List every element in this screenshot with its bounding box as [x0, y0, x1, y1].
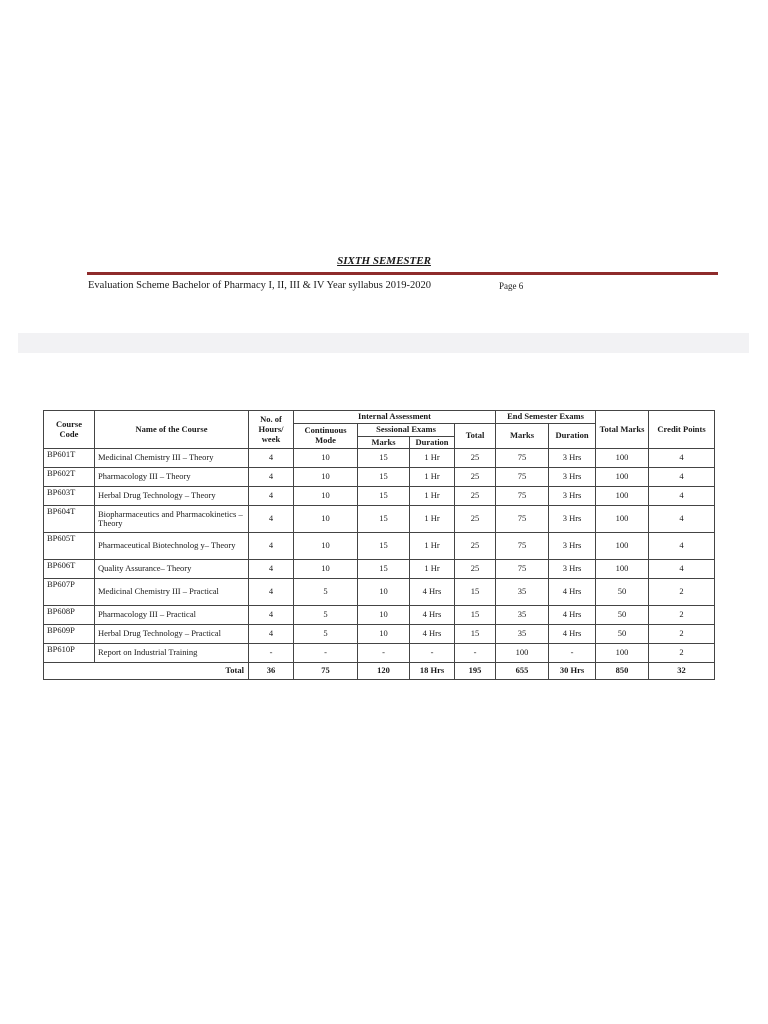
course-name: Herbal Drug Technology – Practical [95, 625, 249, 644]
sessional-marks: 15 [358, 468, 410, 487]
course-name: Pharmacology III – Practical [95, 606, 249, 625]
internal-total: 15 [455, 579, 496, 606]
course-name: Quality Assurance– Theory [95, 560, 249, 579]
credit-points: 4 [649, 560, 715, 579]
header-sessional-marks: Marks [358, 436, 410, 449]
internal-total: 15 [455, 625, 496, 644]
course-code: BP604T [44, 506, 95, 533]
sessional-duration: 1 Hr [410, 449, 455, 468]
total-marks: 50 [596, 606, 649, 625]
hours-per-week: - [249, 644, 294, 663]
end-semester-duration: 4 Hrs [549, 606, 596, 625]
table-row [44, 644, 715, 663]
continuous-mode: 10 [294, 533, 358, 560]
course-code: BP605T [44, 533, 95, 560]
page-title: SIXTH SEMESTER [337, 255, 431, 267]
sessional-marks: 15 [358, 506, 410, 533]
course-name: Report on Industrial Training [95, 644, 249, 663]
header-sessional-exams: Sessional Exams [358, 423, 455, 436]
credit-points: 2 [649, 625, 715, 644]
total-internal: 195 [455, 663, 496, 680]
course-name: Herbal Drug Technology – Theory [95, 487, 249, 506]
total-marks: 100 [596, 533, 649, 560]
course-name: Medicinal Chemistry III – Theory [95, 449, 249, 468]
sessional-duration: 4 Hrs [410, 625, 455, 644]
sessional-duration: 1 Hr [410, 506, 455, 533]
hours-per-week: 4 [249, 579, 294, 606]
continuous-mode: - [294, 644, 358, 663]
course-code: BP603T [44, 487, 95, 506]
table-row [44, 449, 715, 468]
total-end-marks: 655 [496, 663, 549, 680]
hours-per-week: 4 [249, 533, 294, 560]
end-semester-duration: 4 Hrs [549, 625, 596, 644]
total-marks: 100 [596, 449, 649, 468]
table-row [44, 506, 715, 533]
end-semester-duration: 3 Hrs [549, 560, 596, 579]
continuous-mode: 10 [294, 560, 358, 579]
total-continuous: 75 [294, 663, 358, 680]
header-course-code: Course Code [44, 411, 95, 449]
course-code: BP610P [44, 644, 95, 663]
header-internal-total: Total [455, 423, 496, 449]
header-rule [87, 272, 718, 275]
continuous-mode: 5 [294, 579, 358, 606]
internal-total: 25 [455, 560, 496, 579]
total-marks: 50 [596, 579, 649, 606]
syllabus-caption: Evaluation Scheme Bachelor of Pharmacy I, II, III & IV Year syllabus 2019-2020 [88, 280, 432, 291]
credit-points: 2 [649, 579, 715, 606]
total-marks: 100 [596, 506, 649, 533]
table-row [44, 533, 715, 560]
internal-total: 15 [455, 606, 496, 625]
header-end-duration: Duration [549, 423, 596, 449]
course-name: Pharmaceutical Biotechnolog y– Theory [95, 533, 249, 560]
continuous-mode: 5 [294, 606, 358, 625]
total-label: Total [44, 663, 249, 680]
end-semester-duration: 3 Hrs [549, 506, 596, 533]
course-code: BP606T [44, 560, 95, 579]
sessional-duration: 1 Hr [410, 468, 455, 487]
credit-points: 4 [649, 506, 715, 533]
hours-per-week: 4 [249, 606, 294, 625]
total-sessional-marks: 120 [358, 663, 410, 680]
end-semester-marks: 75 [496, 487, 549, 506]
sessional-marks: 15 [358, 449, 410, 468]
end-semester-marks: 35 [496, 625, 549, 644]
separator-band [18, 333, 749, 353]
total-credit: 32 [649, 663, 715, 680]
end-semester-duration: 3 Hrs [549, 487, 596, 506]
course-code: BP601T [44, 449, 95, 468]
end-semester-marks: 35 [496, 579, 549, 606]
sessional-duration: 1 Hr [410, 487, 455, 506]
credit-points: 4 [649, 487, 715, 506]
sessional-marks: - [358, 644, 410, 663]
credit-points: 4 [649, 468, 715, 487]
end-semester-marks: 75 [496, 449, 549, 468]
header-hours: No. of Hours/ week [249, 411, 294, 449]
end-semester-marks: 75 [496, 533, 549, 560]
end-semester-duration: 3 Hrs [549, 449, 596, 468]
sessional-marks: 15 [358, 487, 410, 506]
sessional-duration: 4 Hrs [410, 606, 455, 625]
total-sessional-duration: 18 Hrs [410, 663, 455, 680]
internal-total: 25 [455, 506, 496, 533]
page-number: Page 6 [499, 281, 524, 291]
internal-total: 25 [455, 533, 496, 560]
course-code: BP609P [44, 625, 95, 644]
header-continuous-mode: Continuous Mode [294, 423, 358, 449]
course-name: Pharmacology III – Theory [95, 468, 249, 487]
hours-per-week: 4 [249, 449, 294, 468]
sessional-duration: 1 Hr [410, 560, 455, 579]
sessional-duration: 1 Hr [410, 533, 455, 560]
total-marks: 100 [596, 644, 649, 663]
total-marks: 100 [596, 487, 649, 506]
sessional-marks: 10 [358, 606, 410, 625]
end-semester-marks: 75 [496, 506, 549, 533]
table-row [44, 579, 715, 606]
total-marks: 50 [596, 625, 649, 644]
sessional-marks: 15 [358, 533, 410, 560]
hours-per-week: 4 [249, 560, 294, 579]
course-code: BP602T [44, 468, 95, 487]
continuous-mode: 10 [294, 487, 358, 506]
table-row [44, 625, 715, 644]
end-semester-marks: 35 [496, 606, 549, 625]
hours-per-week: 4 [249, 506, 294, 533]
total-row [44, 663, 715, 680]
hours-per-week: 4 [249, 625, 294, 644]
continuous-mode: 10 [294, 449, 358, 468]
sessional-marks: 15 [358, 560, 410, 579]
course-name: Medicinal Chemistry III – Practical [95, 579, 249, 606]
sessional-duration: - [410, 644, 455, 663]
hours-per-week: 4 [249, 487, 294, 506]
end-semester-duration: - [549, 644, 596, 663]
header-total-marks: Total Marks [596, 411, 649, 449]
table-row [44, 606, 715, 625]
evaluation-scheme-table [43, 410, 715, 680]
end-semester-duration: 4 Hrs [549, 579, 596, 606]
total-end-duration: 30 Hrs [549, 663, 596, 680]
header-credit-points: Credit Points [649, 411, 715, 449]
end-semester-marks: 100 [496, 644, 549, 663]
total-total-marks: 850 [596, 663, 649, 680]
continuous-mode: 10 [294, 506, 358, 533]
end-semester-duration: 3 Hrs [549, 468, 596, 487]
end-semester-marks: 75 [496, 468, 549, 487]
total-hours: 36 [249, 663, 294, 680]
credit-points: 2 [649, 644, 715, 663]
continuous-mode: 10 [294, 468, 358, 487]
hours-per-week: 4 [249, 468, 294, 487]
sessional-marks: 10 [358, 579, 410, 606]
internal-total: - [455, 644, 496, 663]
end-semester-duration: 3 Hrs [549, 533, 596, 560]
internal-total: 25 [455, 487, 496, 506]
course-code: BP608P [44, 606, 95, 625]
table-row [44, 560, 715, 579]
credit-points: 4 [649, 449, 715, 468]
sessional-marks: 10 [358, 625, 410, 644]
header-end-marks: Marks [496, 423, 549, 449]
total-marks: 100 [596, 560, 649, 579]
internal-total: 25 [455, 449, 496, 468]
header-internal-assessment: Internal Assessment [294, 411, 496, 424]
total-marks: 100 [596, 468, 649, 487]
credit-points: 4 [649, 533, 715, 560]
course-name: Biopharmaceutics and Pharmacokinetics – Theory [95, 506, 249, 533]
credit-points: 2 [649, 606, 715, 625]
header-course-name: Name of the Course [95, 411, 249, 449]
continuous-mode: 5 [294, 625, 358, 644]
table-row [44, 468, 715, 487]
course-code: BP607P [44, 579, 95, 606]
end-semester-marks: 75 [496, 560, 549, 579]
header-end-semester: End Semester Exams [496, 411, 596, 424]
sessional-duration: 4 Hrs [410, 579, 455, 606]
internal-total: 25 [455, 468, 496, 487]
table-row [44, 487, 715, 506]
header-sessional-duration: Duration [410, 436, 455, 449]
